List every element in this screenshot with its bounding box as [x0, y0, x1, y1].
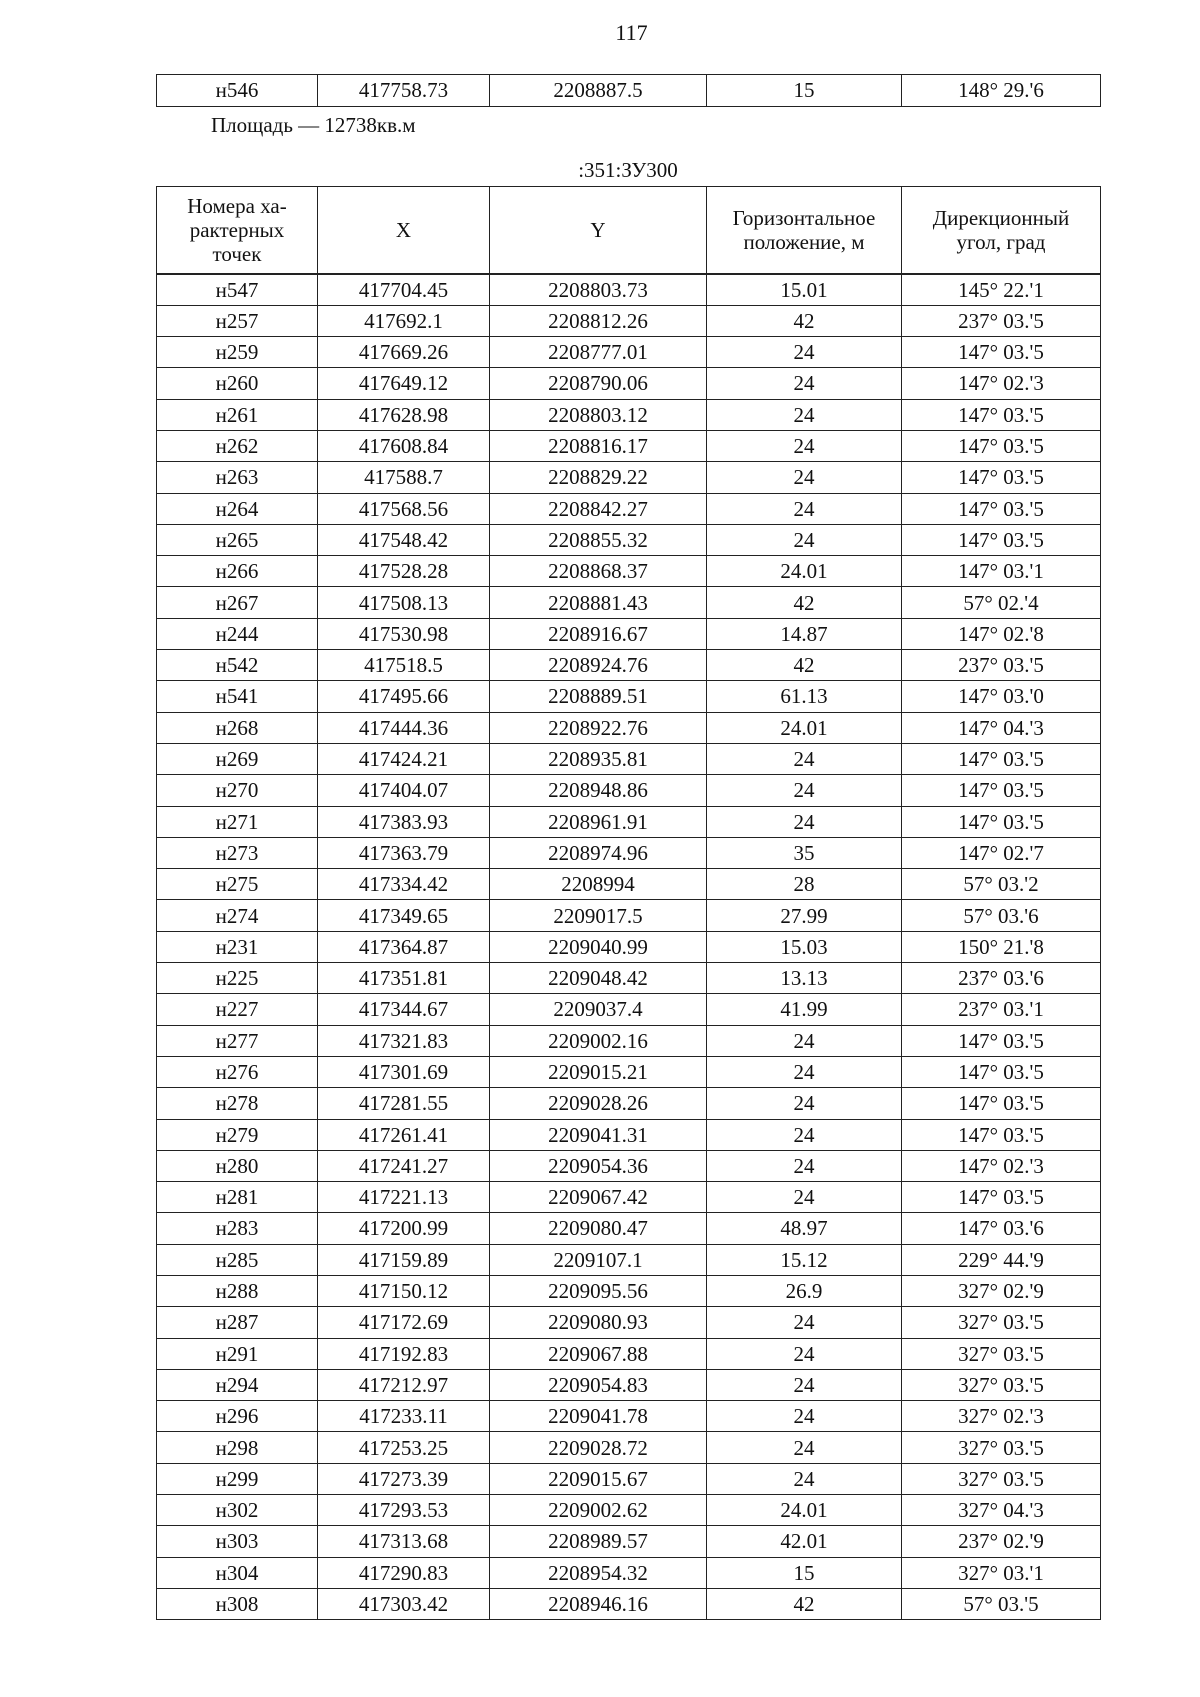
point-number-cell: н298 — [157, 1432, 318, 1463]
point-number-cell: н277 — [157, 1025, 318, 1056]
x-cell: 417344.67 — [318, 994, 490, 1025]
table-row — [157, 1369, 1101, 1400]
point-number-cell: н264 — [157, 493, 318, 524]
x-cell: 417649.12 — [318, 368, 490, 399]
x-cell: 417628.98 — [318, 399, 490, 430]
y-cell: 2209015.67 — [490, 1463, 707, 1494]
previous-parcel-last-row-table — [156, 74, 1101, 107]
x-cell: 417261.41 — [318, 1119, 490, 1150]
point-number-cell: н296 — [157, 1401, 318, 1432]
distance-cell: 24.01 — [707, 1495, 902, 1526]
bearing-cell: 327° 03.'5 — [902, 1307, 1101, 1338]
point-number-cell: н541 — [157, 681, 318, 712]
bearing-cell: 327° 04.'3 — [902, 1495, 1101, 1526]
bearing-cell: 237° 03.'5 — [902, 650, 1101, 681]
distance-cell: 13.13 — [707, 963, 902, 994]
distance-cell: 24 — [707, 775, 902, 806]
y-cell: 2209028.26 — [490, 1088, 707, 1119]
bearing-cell: 147° 03.'5 — [902, 1025, 1101, 1056]
table-row — [157, 493, 1101, 524]
point-number-cell: н303 — [157, 1526, 318, 1557]
table-row — [157, 1025, 1101, 1056]
y-cell: 2209054.83 — [490, 1369, 707, 1400]
distance-cell: 42 — [707, 1588, 902, 1619]
y-cell: 2208868.37 — [490, 556, 707, 587]
distance-cell: 15 — [707, 1557, 902, 1588]
point-number-cell: н266 — [157, 556, 318, 587]
point-number-cell: н265 — [157, 524, 318, 555]
table-row — [157, 775, 1101, 806]
distance-cell: 24 — [707, 1088, 902, 1119]
y-cell: 2209107.1 — [490, 1244, 707, 1275]
table-row — [157, 1401, 1101, 1432]
table-row — [157, 1244, 1101, 1275]
x-cell: 417548.42 — [318, 524, 490, 555]
distance-cell: 24 — [707, 1463, 902, 1494]
table-row — [157, 305, 1101, 336]
y-cell: 2208790.06 — [490, 368, 707, 399]
y-cell: 2209095.56 — [490, 1276, 707, 1307]
table-row — [157, 931, 1101, 962]
distance-cell: 24.01 — [707, 556, 902, 587]
header-point-numbers: Номера ха- рактерных точек — [157, 187, 318, 275]
table-row — [157, 1495, 1101, 1526]
bearing-cell: 150° 21.'8 — [902, 931, 1101, 962]
table-row — [157, 1557, 1101, 1588]
y-cell: 2209048.42 — [490, 963, 707, 994]
distance-cell: 24 — [707, 1338, 902, 1369]
table-row — [157, 368, 1101, 399]
x-cell: 417192.83 — [318, 1338, 490, 1369]
x-cell: 417159.89 — [318, 1244, 490, 1275]
y-cell: 2209028.72 — [490, 1432, 707, 1463]
point-number-cell: н302 — [157, 1495, 318, 1526]
distance-cell: 61.13 — [707, 681, 902, 712]
point-number-cell: н547 — [157, 274, 318, 305]
y-cell: 2209037.4 — [490, 994, 707, 1025]
y-cell: 2208922.76 — [490, 712, 707, 743]
x-cell: 417364.87 — [318, 931, 490, 962]
x-cell: 417758.73 — [318, 75, 490, 107]
table-row — [157, 1307, 1101, 1338]
x-cell: 417404.07 — [318, 775, 490, 806]
distance-cell: 15.03 — [707, 931, 902, 962]
x-cell: 417233.11 — [318, 1401, 490, 1432]
distance-cell: 27.99 — [707, 900, 902, 931]
point-number-cell: н275 — [157, 869, 318, 900]
point-number-cell: н294 — [157, 1369, 318, 1400]
x-cell: 417528.28 — [318, 556, 490, 587]
table-row — [157, 1119, 1101, 1150]
table-row — [157, 274, 1101, 305]
y-cell: 2208974.96 — [490, 837, 707, 868]
point-number-cell: н291 — [157, 1338, 318, 1369]
y-cell: 2208954.32 — [490, 1557, 707, 1588]
x-cell: 417303.42 — [318, 1588, 490, 1619]
point-number-cell: н270 — [157, 775, 318, 806]
y-cell: 2208948.86 — [490, 775, 707, 806]
point-number-cell: н304 — [157, 1557, 318, 1588]
point-number-cell: н259 — [157, 337, 318, 368]
table-row — [157, 430, 1101, 461]
header-bearing-angle: Дирекционный угол, град — [902, 187, 1101, 275]
bearing-cell: 147° 03.'5 — [902, 743, 1101, 774]
y-cell: 2208803.12 — [490, 399, 707, 430]
x-cell: 417281.55 — [318, 1088, 490, 1119]
bearing-cell: 147° 02.'3 — [902, 368, 1101, 399]
distance-cell: 24 — [707, 337, 902, 368]
x-cell: 417692.1 — [318, 305, 490, 336]
bearing-cell: 327° 03.'5 — [902, 1432, 1101, 1463]
point-number-cell: н283 — [157, 1213, 318, 1244]
distance-cell: 24 — [707, 1401, 902, 1432]
bearing-cell: 237° 03.'6 — [902, 963, 1101, 994]
bearing-cell: 237° 03.'1 — [902, 994, 1101, 1025]
distance-cell: 15 — [707, 75, 902, 107]
table-row — [157, 1088, 1101, 1119]
bearing-cell: 147° 03.'5 — [902, 462, 1101, 493]
bearing-cell: 147° 02.'8 — [902, 618, 1101, 649]
table-row — [157, 337, 1101, 368]
x-cell: 417608.84 — [318, 430, 490, 461]
x-cell: 417351.81 — [318, 963, 490, 994]
x-cell: 417172.69 — [318, 1307, 490, 1338]
point-number-cell: н261 — [157, 399, 318, 430]
distance-cell: 24 — [707, 1432, 902, 1463]
point-number-cell: н263 — [157, 462, 318, 493]
distance-cell: 24.01 — [707, 712, 902, 743]
header-x: X — [318, 187, 490, 275]
point-number-cell: н299 — [157, 1463, 318, 1494]
x-cell: 417241.27 — [318, 1150, 490, 1181]
x-cell: 417200.99 — [318, 1213, 490, 1244]
table-row — [157, 1588, 1101, 1619]
y-cell: 2208881.43 — [490, 587, 707, 618]
y-cell: 2209067.42 — [490, 1182, 707, 1213]
point-number-cell: н287 — [157, 1307, 318, 1338]
x-cell: 417530.98 — [318, 618, 490, 649]
x-cell: 417444.36 — [318, 712, 490, 743]
y-cell: 2209041.31 — [490, 1119, 707, 1150]
table-row — [157, 900, 1101, 931]
bearing-cell: 145° 22.'1 — [902, 274, 1101, 305]
bearing-cell: 327° 03.'5 — [902, 1369, 1101, 1400]
y-cell: 2208989.57 — [490, 1526, 707, 1557]
distance-cell: 42 — [707, 305, 902, 336]
table-row — [157, 618, 1101, 649]
bearing-cell: 148° 29.'6 — [902, 75, 1101, 107]
bearing-cell: 229° 44.'9 — [902, 1244, 1101, 1275]
y-cell: 2209017.5 — [490, 900, 707, 931]
y-cell: 2208935.81 — [490, 743, 707, 774]
x-cell: 417518.5 — [318, 650, 490, 681]
table-row — [157, 1056, 1101, 1087]
y-cell: 2208829.22 — [490, 462, 707, 493]
y-cell: 2208961.91 — [490, 806, 707, 837]
x-cell: 417221.13 — [318, 1182, 490, 1213]
y-cell: 2208855.32 — [490, 524, 707, 555]
distance-cell: 35 — [707, 837, 902, 868]
y-cell: 2209002.16 — [490, 1025, 707, 1056]
area-text: Площадь — 12738кв.м — [211, 113, 416, 137]
bearing-cell: 147° 03.'0 — [902, 681, 1101, 712]
x-cell: 417150.12 — [318, 1276, 490, 1307]
bearing-cell: 147° 03.'5 — [902, 775, 1101, 806]
y-cell: 2209040.99 — [490, 931, 707, 962]
point-number-cell: н269 — [157, 743, 318, 774]
distance-cell: 24 — [707, 1119, 902, 1150]
distance-cell: 42 — [707, 587, 902, 618]
distance-cell: 41.99 — [707, 994, 902, 1025]
distance-cell: 26.9 — [707, 1276, 902, 1307]
x-cell: 417293.53 — [318, 1495, 490, 1526]
page-number: 117 — [615, 20, 648, 45]
y-cell: 2209080.93 — [490, 1307, 707, 1338]
table-row — [157, 75, 1101, 107]
bearing-cell: 57° 03.'2 — [902, 869, 1101, 900]
table-header-row — [157, 187, 1101, 275]
distance-cell: 24 — [707, 743, 902, 774]
table-row — [157, 524, 1101, 555]
table-row — [157, 837, 1101, 868]
distance-cell: 24 — [707, 1307, 902, 1338]
x-cell: 417568.56 — [318, 493, 490, 524]
y-cell: 2208924.76 — [490, 650, 707, 681]
distance-cell: 24 — [707, 368, 902, 399]
bearing-cell: 147° 03.'5 — [902, 524, 1101, 555]
y-cell: 2208803.73 — [490, 274, 707, 305]
x-cell: 417495.66 — [318, 681, 490, 712]
distance-cell: 24 — [707, 493, 902, 524]
x-cell: 417334.42 — [318, 869, 490, 900]
distance-cell: 24 — [707, 1182, 902, 1213]
point-number-cell: н280 — [157, 1150, 318, 1181]
distance-cell: 42 — [707, 650, 902, 681]
x-cell: 417383.93 — [318, 806, 490, 837]
bearing-cell: 147° 02.'7 — [902, 837, 1101, 868]
x-cell: 417321.83 — [318, 1025, 490, 1056]
distance-cell: 15.12 — [707, 1244, 902, 1275]
x-cell: 417669.26 — [318, 337, 490, 368]
distance-cell: 24 — [707, 1056, 902, 1087]
table-row — [157, 1276, 1101, 1307]
distance-cell: 14.87 — [707, 618, 902, 649]
point-number-cell: н279 — [157, 1119, 318, 1150]
point-number-cell: н260 — [157, 368, 318, 399]
y-cell: 2208916.67 — [490, 618, 707, 649]
table-row — [157, 399, 1101, 430]
distance-cell: 24 — [707, 1369, 902, 1400]
bearing-cell: 147° 03.'5 — [902, 337, 1101, 368]
bearing-cell: 237° 03.'5 — [902, 305, 1101, 336]
point-number-cell: н268 — [157, 712, 318, 743]
table-row — [157, 806, 1101, 837]
coordinates-table — [156, 186, 1101, 1620]
bearing-cell: 327° 03.'5 — [902, 1463, 1101, 1494]
distance-cell: 24 — [707, 1150, 902, 1181]
table-row — [157, 462, 1101, 493]
bearing-cell: 147° 03.'5 — [902, 493, 1101, 524]
y-cell: 2209080.47 — [490, 1213, 707, 1244]
x-cell: 417363.79 — [318, 837, 490, 868]
bearing-cell: 147° 03.'5 — [902, 1182, 1101, 1213]
bearing-cell: 147° 04.'3 — [902, 712, 1101, 743]
table-row — [157, 1213, 1101, 1244]
x-cell: 417508.13 — [318, 587, 490, 618]
point-number-cell: н271 — [157, 806, 318, 837]
table-row — [157, 963, 1101, 994]
coordinates-table-body — [157, 274, 1101, 1620]
bearing-cell: 237° 02.'9 — [902, 1526, 1101, 1557]
y-cell: 2208994 — [490, 869, 707, 900]
x-cell: 417290.83 — [318, 1557, 490, 1588]
point-number-cell: н274 — [157, 900, 318, 931]
point-number-cell: н276 — [157, 1056, 318, 1087]
point-number-cell: н278 — [157, 1088, 318, 1119]
bearing-cell: 147° 03.'5 — [902, 806, 1101, 837]
table-row — [157, 712, 1101, 743]
table-row — [157, 1338, 1101, 1369]
bearing-cell: 147° 03.'5 — [902, 1119, 1101, 1150]
y-cell: 2208887.5 — [490, 75, 707, 107]
y-cell: 2208816.17 — [490, 430, 707, 461]
table-row — [157, 994, 1101, 1025]
point-number-cell: н288 — [157, 1276, 318, 1307]
table-row — [157, 1182, 1101, 1213]
distance-cell: 28 — [707, 869, 902, 900]
point-number-cell: н542 — [157, 650, 318, 681]
parcel-title: :351:ЗУ300 — [578, 158, 678, 182]
bearing-cell: 327° 02.'3 — [902, 1401, 1101, 1432]
bearing-cell: 147° 03.'5 — [902, 430, 1101, 461]
distance-cell: 48.97 — [707, 1213, 902, 1244]
header-horizontal-distance: Горизонтальное положение, м — [707, 187, 902, 275]
y-cell: 2209067.88 — [490, 1338, 707, 1369]
point-number-cell: н281 — [157, 1182, 318, 1213]
bearing-cell: 147° 03.'5 — [902, 1088, 1101, 1119]
distance-cell: 24 — [707, 1025, 902, 1056]
x-cell: 417253.25 — [318, 1432, 490, 1463]
distance-cell: 15.01 — [707, 274, 902, 305]
y-cell: 2208889.51 — [490, 681, 707, 712]
bearing-cell: 147° 03.'6 — [902, 1213, 1101, 1244]
point-number-cell: н231 — [157, 931, 318, 962]
point-number-cell: н225 — [157, 963, 318, 994]
y-cell: 2208946.16 — [490, 1588, 707, 1619]
x-cell: 417704.45 — [318, 274, 490, 305]
table-row — [157, 1526, 1101, 1557]
bearing-cell: 147° 03.'1 — [902, 556, 1101, 587]
table-row — [157, 556, 1101, 587]
table-row — [157, 1150, 1101, 1181]
bearing-cell: 57° 02.'4 — [902, 587, 1101, 618]
x-cell: 417424.21 — [318, 743, 490, 774]
x-cell: 417313.68 — [318, 1526, 490, 1557]
y-cell: 2209015.21 — [490, 1056, 707, 1087]
bearing-cell: 327° 02.'9 — [902, 1276, 1101, 1307]
y-cell: 2209054.36 — [490, 1150, 707, 1181]
y-cell: 2208812.26 — [490, 305, 707, 336]
distance-cell: 42.01 — [707, 1526, 902, 1557]
y-cell: 2208777.01 — [490, 337, 707, 368]
x-cell: 417588.7 — [318, 462, 490, 493]
point-number-cell: н273 — [157, 837, 318, 868]
table-row — [157, 587, 1101, 618]
table-row — [157, 1432, 1101, 1463]
point-number-cell: н285 — [157, 1244, 318, 1275]
y-cell: 2209041.78 — [490, 1401, 707, 1432]
point-number-cell: н257 — [157, 305, 318, 336]
table-row — [157, 681, 1101, 712]
point-number-cell: н227 — [157, 994, 318, 1025]
point-number-cell: н308 — [157, 1588, 318, 1619]
distance-cell: 24 — [707, 806, 902, 837]
bearing-cell: 147° 03.'5 — [902, 399, 1101, 430]
y-cell: 2208842.27 — [490, 493, 707, 524]
header-y: Y — [490, 187, 707, 275]
table-row — [157, 743, 1101, 774]
x-cell: 417349.65 — [318, 900, 490, 931]
point-number-cell: н244 — [157, 618, 318, 649]
bearing-cell: 57° 03.'6 — [902, 900, 1101, 931]
bearing-cell: 147° 03.'5 — [902, 1056, 1101, 1087]
table-row — [157, 1463, 1101, 1494]
distance-cell: 24 — [707, 430, 902, 461]
distance-cell: 24 — [707, 462, 902, 493]
x-cell: 417301.69 — [318, 1056, 490, 1087]
bearing-cell: 327° 03.'1 — [902, 1557, 1101, 1588]
table-row — [157, 650, 1101, 681]
point-number-cell: н262 — [157, 430, 318, 461]
x-cell: 417273.39 — [318, 1463, 490, 1494]
bearing-cell: 57° 03.'5 — [902, 1588, 1101, 1619]
table-row — [157, 869, 1101, 900]
x-cell: 417212.97 — [318, 1369, 490, 1400]
y-cell: 2209002.62 — [490, 1495, 707, 1526]
bearing-cell: 327° 03.'5 — [902, 1338, 1101, 1369]
distance-cell: 24 — [707, 399, 902, 430]
point-number-cell: н546 — [157, 75, 318, 107]
bearing-cell: 147° 02.'3 — [902, 1150, 1101, 1181]
distance-cell: 24 — [707, 524, 902, 555]
point-number-cell: н267 — [157, 587, 318, 618]
